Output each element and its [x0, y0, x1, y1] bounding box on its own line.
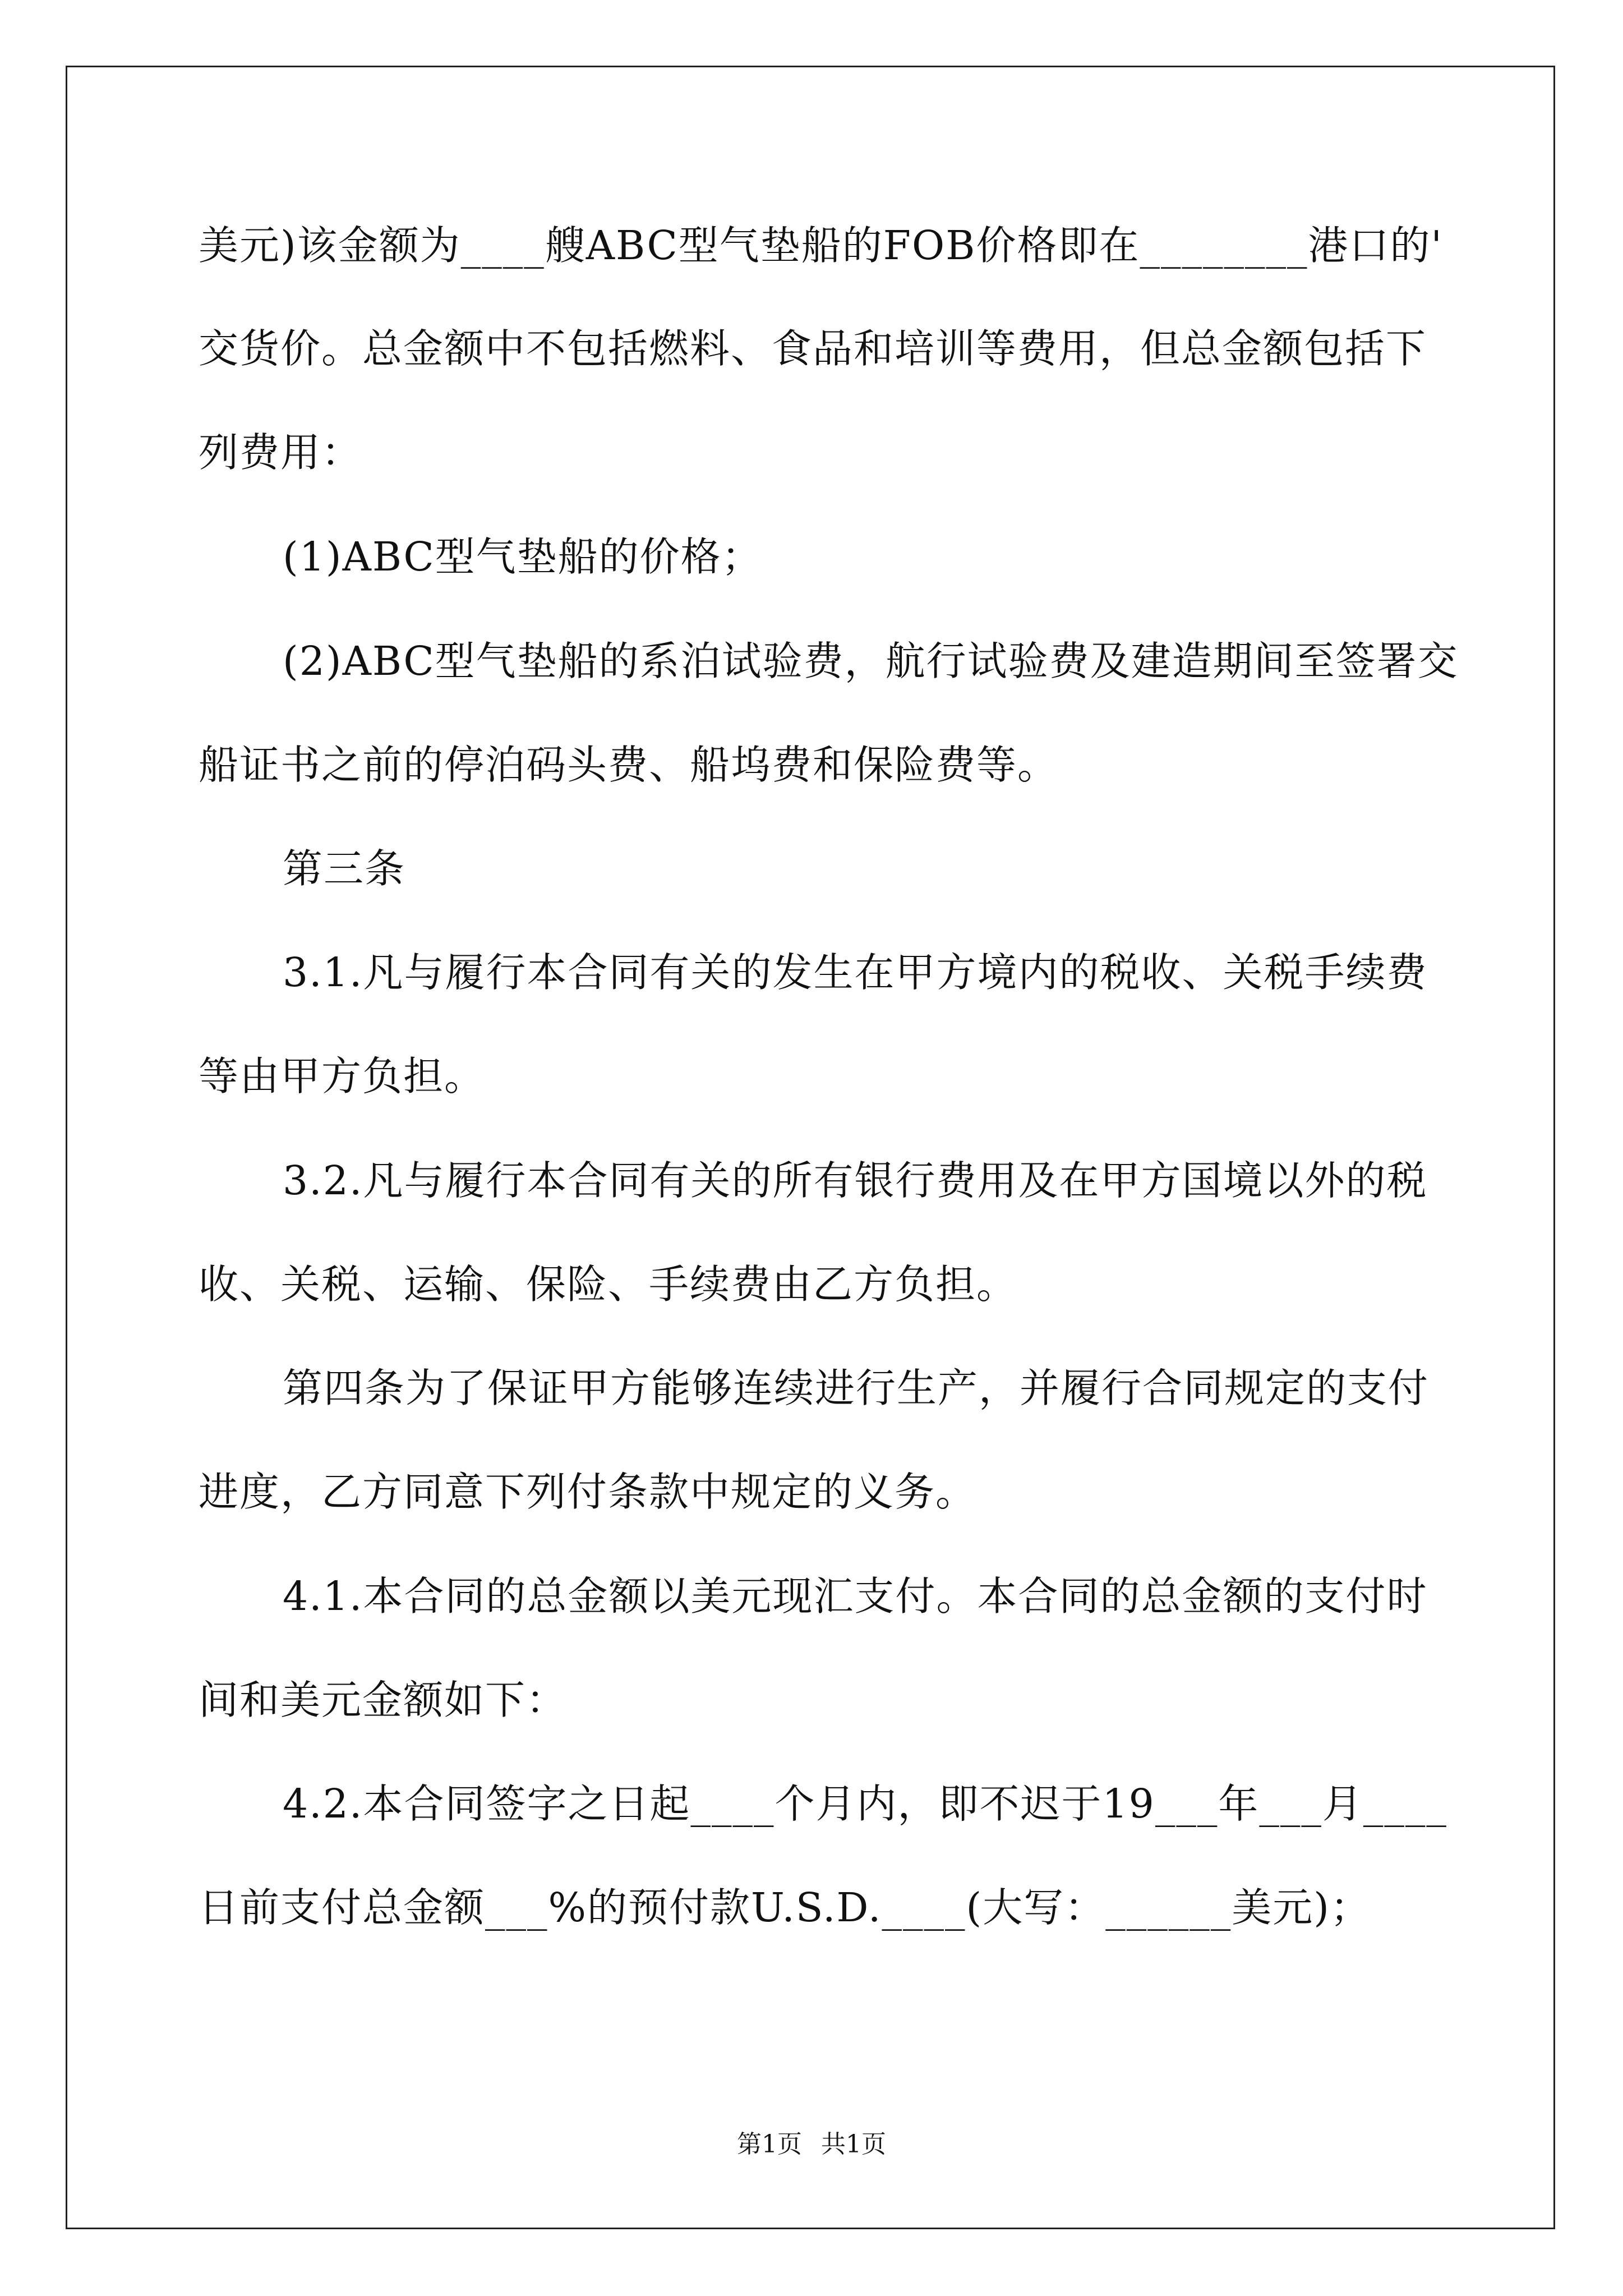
- text-line: 4.2.本合同签字之日起____个月内，即不迟于19___年___月____: [283, 1780, 1447, 1827]
- page-footer: [0, 2128, 1623, 2161]
- text-line: 列费用：: [199, 429, 363, 476]
- page-total: 共1页: [821, 2130, 886, 2159]
- text-line: (2)ABC型气垫船的系泊试验费，航行试验费及建造期间至签署交: [283, 638, 1459, 684]
- text-line: 美元)该金额为____艘ABC型气垫船的FOB价格即在________港口的': [199, 222, 1443, 269]
- text-line: 船证书之前的停泊码头费、船坞费和保险费等。: [199, 742, 1059, 788]
- section-heading: 第三条: [283, 845, 406, 892]
- text-line: 第四条为了保证甲方能够连续进行生产，并履行合同规定的支付: [283, 1365, 1430, 1411]
- text-line: 间和美元金额如下：: [199, 1677, 568, 1723]
- text-line: 3.2.凡与履行本合同有关的所有银行费用及在甲方国境以外的税: [283, 1157, 1428, 1204]
- page-number: 第1页: [737, 2130, 802, 2159]
- text-line: 4.1.本合同的总金额以美元现汇支付。本合同的总金额的支付时: [283, 1573, 1428, 1619]
- text-line: 收、关税、运输、保险、手续费由乙方负担。: [199, 1261, 1018, 1308]
- text-line: 日前支付总金额___%的预付款U.S.D.____(大写：______美元)；: [199, 1884, 1371, 1931]
- text-line: 等由甲方负担。: [199, 1053, 486, 1099]
- text-line: 交货价。总金额中不包括燃料、食品和培训等费用，但总金额包括下: [199, 325, 1427, 372]
- text-line: 3.1.凡与履行本合同有关的发生在甲方境内的税收、关税手续费: [283, 949, 1428, 996]
- text-line: (1)ABC型气垫船的价格；: [283, 533, 763, 580]
- text-line: 进度，乙方同意下列付条款中规定的义务。: [199, 1469, 977, 1515]
